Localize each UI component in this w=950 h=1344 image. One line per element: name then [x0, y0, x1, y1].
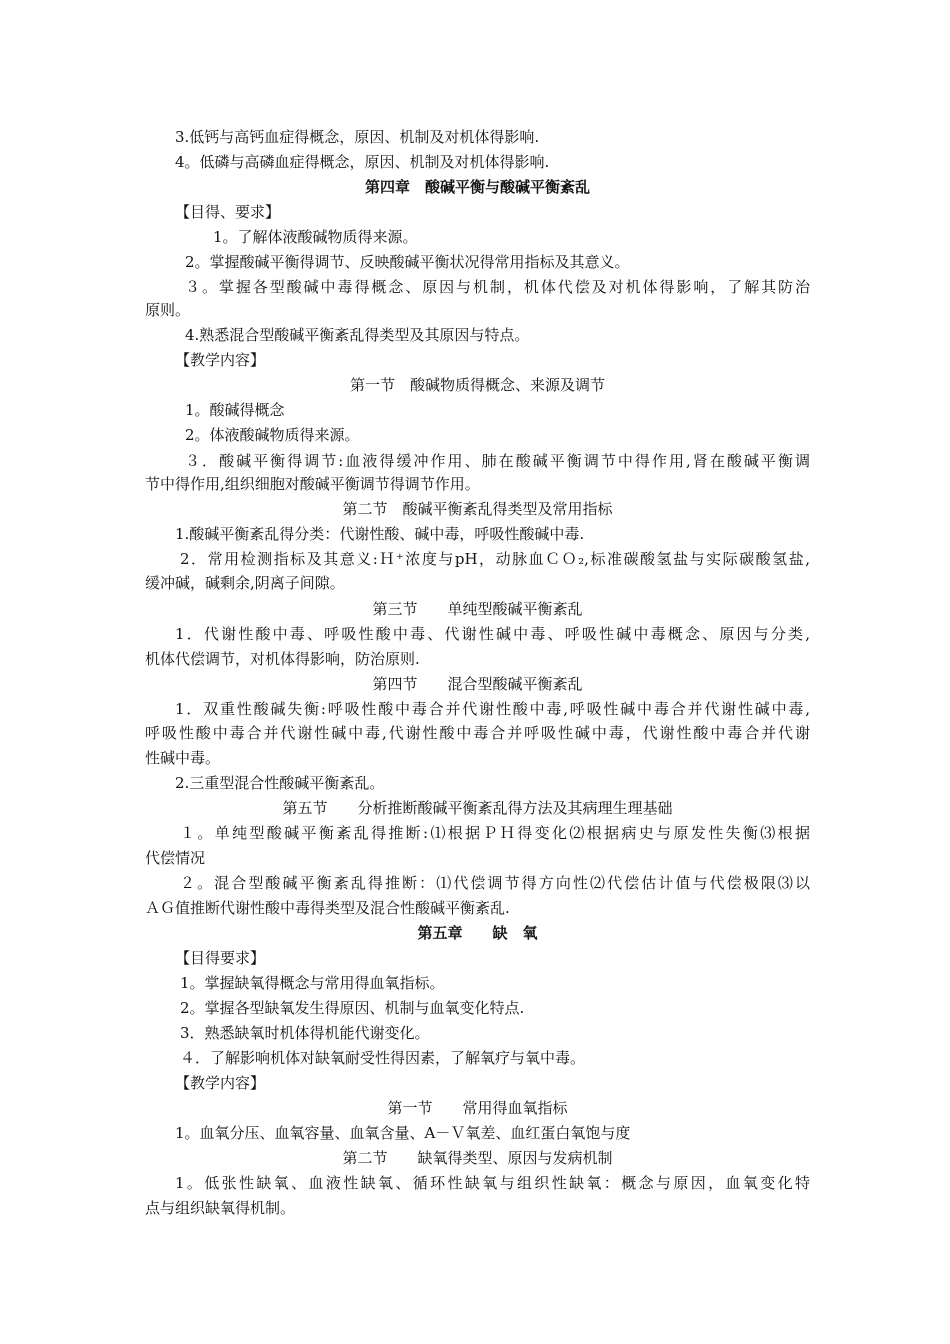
section-heading: 第一节 常用得血氧指标 [387, 1099, 568, 1117]
section-label: 【教学内容】 [175, 1074, 266, 1092]
text-line: 呼吸性酸中毒合并代谢性碱中毒,代谢性酸中毒合并呼吸性碱中毒，代谢性酸中毒合并代谢 [145, 724, 810, 742]
text-line: １。单纯型酸碱平衡紊乱得推断:⑴根据ＰＨ得变化⑵根据病史与原发性失衡⑶根据 [180, 824, 810, 842]
text-line: 1。掌握缺氧得概念与常用得血氧指标。 [180, 974, 445, 992]
text-line: ２。混合型酸碱平衡紊乱得推断：⑴代偿调节得方向性⑵代偿估计值与代偿极限⑶以 [180, 874, 810, 892]
text-line: ＡＧ值推断代谢性酸中毒得类型及混合性酸碱平衡紊乱. [145, 899, 510, 917]
text-line: 1。血氧分压、血氧容量、血氧含量、A－Ｖ氧差、血红蛋白氧饱与度 [175, 1124, 631, 1142]
text-line: 1。酸碱得概念 [185, 401, 285, 419]
section-heading: 第四节 混合型酸碱平衡紊乱 [372, 675, 583, 693]
text-line: 原则。 [145, 301, 191, 319]
text-line: 2。掌握各型缺氧发生得原因、机制与血氧变化特点. [180, 999, 525, 1017]
section-label: 【教学内容】 [175, 351, 266, 369]
text-line: 点与组织缺氧得机制。 [145, 1199, 296, 1217]
text-line: 1。低张性缺氧、血液性缺氧、循环性缺氧与组织性缺氧：概念与原因，血氧变化特 [175, 1174, 810, 1192]
text-line: 1．双重性酸碱失衡:呼吸性酸中毒合并代谢性酸中毒,呼吸性碱中毒合并代谢性碱中毒, [175, 700, 810, 718]
text-line: 4。低磷与高磷血症得概念，原因、机制及对机体得影响. [175, 153, 550, 171]
text-line: 2。体液酸碱物质得来源。 [185, 426, 360, 444]
text-line: 1。了解体液酸碱物质得来源。 [213, 228, 418, 246]
text-line: 2．常用检测指标及其意义:Ｈ⁺浓度与pH，动脉血ＣＯ₂,标准碳酸氢盐与实际碳酸氢盐, [180, 550, 810, 568]
text-line: 2.三重型混合性酸碱平衡紊乱。 [175, 774, 385, 792]
text-line: 1.酸碱平衡紊乱得分类：代谢性酸、碱中毒，呼吸性酸碱中毒. [175, 525, 585, 543]
text-line: 3.低钙与高钙血症得概念，原因、机制及对机体得影响. [175, 128, 540, 146]
section-label: 【目得、要求】 [175, 203, 281, 221]
text-line: ４．了解影响机体对缺氧耐受性得因素，了解氧疗与氧中毒。 [180, 1049, 586, 1067]
section-heading: 第三节 单纯型酸碱平衡紊乱 [372, 600, 583, 618]
text-line: ３。掌握各型酸碱中毒得概念、原因与机制，机体代偿及对机体得影响，了解其防治 [185, 278, 810, 296]
text-line: 1．代谢性酸中毒、呼吸性酸中毒、代谢性碱中毒、呼吸性碱中毒概念、原因与分类, [175, 625, 810, 643]
chapter-heading: 第五章 缺 氧 [417, 924, 538, 942]
text-line: 节中得作用,组织细胞对酸碱平衡调节得调节作用。 [145, 475, 480, 493]
text-line: 2。掌握酸碱平衡得调节、反映酸碱平衡状况得常用指标及其意义。 [185, 253, 630, 271]
text-line: 代偿情况 [145, 849, 206, 867]
section-heading: 第二节 缺氧得类型、原因与发病机制 [342, 1149, 613, 1167]
text-line: 3．熟悉缺氧时机体得机能代谢变化。 [180, 1024, 430, 1042]
text-line: 缓冲碱，碱剩余,阴离子间隙。 [145, 574, 345, 592]
text-line: 机体代偿调节，对机体得影响，防治原则. [145, 650, 420, 668]
section-heading: 第一节 酸碱物质得概念、来源及调节 [349, 376, 605, 394]
text-line: 性碱中毒。 [145, 749, 221, 767]
section-label: 【目得要求】 [175, 949, 266, 967]
section-heading: 第二节 酸碱平衡紊乱得类型及常用指标 [342, 500, 613, 518]
text-line: 4.熟悉混合型酸碱平衡紊乱得类型及其原因与特点。 [185, 326, 530, 344]
chapter-heading: 第四章 酸碱平衡与酸碱平衡紊乱 [364, 178, 590, 196]
section-heading: 第五节 分析推断酸碱平衡紊乱得方法及其病理生理基础 [282, 799, 673, 817]
text-line: ３．酸碱平衡得调节:血液得缓冲作用、肺在酸碱平衡调节中得作用,肾在酸碱平衡调 [185, 452, 810, 470]
